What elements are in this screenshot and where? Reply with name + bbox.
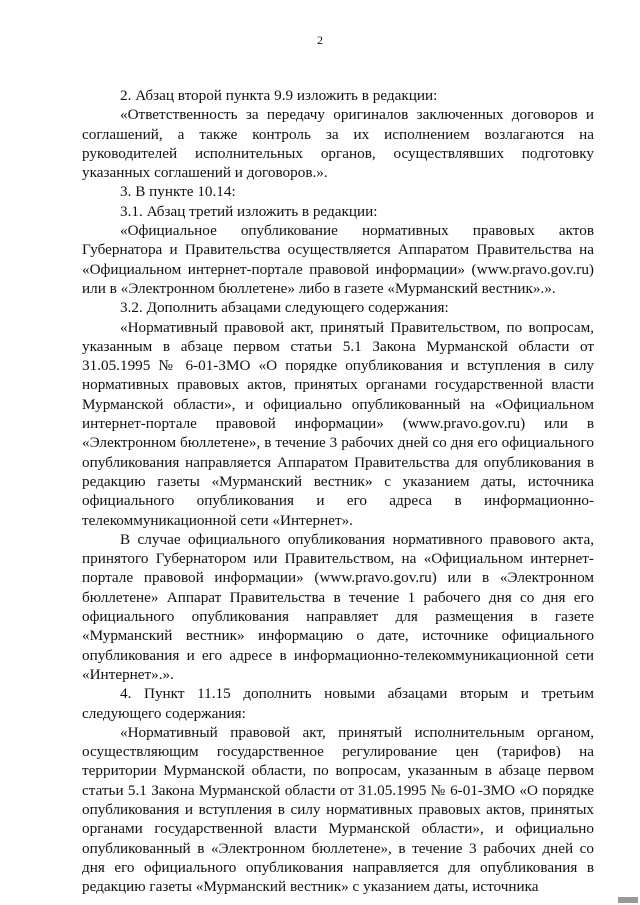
paragraph-3: 3. В пункте 10.14: (120, 183, 236, 201)
paragraph-9: 4. Пункт 11.15 дополнить новыми абзацами вторым и третьим следующего содержания: (82, 685, 594, 722)
paragraph-7: «Нормативный правовой акт, принятый Правительством, по вопросам, указанным в абзаце первом статьи 5.1 Закона Мурманской области от 31.05.1995 № 6-01-ЗМО «О порядке опубликования и вступления в силу нормативных правовых актов, принятых органами государственной власти Мурманской области», и официально опубликованный на «Официальном интернет-портале правовой информации» (www.pravo.gov.ru) или в «Электронном бюллетене», в течение 3 рабочих дней со дня его официального опубликования направляется Аппаратом Правительства для опубликования в редакцию газеты «Мурманский вестник» с указанием даты, источника официального опубликования и его адреса в информационно-телекоммуникационной сети «Интернет». (82, 318, 594, 529)
paragraph-8: В случае официального опубликования нормативного правового акта, принятого Губернатором или Правительством, на «Официальном интернет-портале правовой информации» (www.pravo.gov.ru) или в «Электронном бюллетене» Аппарат Правительства в течение 1 рабочего дня со дня его официального опубликования направляет для размещения в газете «Мурманский вестник» информацию о дате, источнике официального опубликования и его адресе в информационно-телекоммуникационной сети «Интернет».». (82, 530, 594, 683)
page-number: 2 (317, 33, 323, 47)
document-body (82, 86, 594, 896)
paragraph-2: «Ответственность за передачу оригиналов заключенных договоров и соглашений, а также контроль за их исполнением возлагаются на руководителей исполнительных органов, осуществлявших подготовку указанных соглашений и договоров.». (82, 106, 594, 182)
scan-corner-mark (618, 897, 638, 903)
paragraph-6: 3.2. Дополнить абзацами следующего содержания: (120, 299, 449, 317)
paragraph-4: 3.1. Абзац третий изложить в редакции: (120, 202, 378, 220)
paragraph-1: 2. Абзац второй пункта 9.9 изложить в редакции: (120, 87, 438, 104)
paragraph-10: «Нормативный правовой акт, принятый исполнительным органом, осуществляющим государственное регулирование цен (тарифов) на территории Мурманской области, по вопросам, указанным в абзаце первом статьи 5.1 Закона Мурманской области от 31.05.1995 № 6-01-ЗМО «О порядке опубликования и вступления в силу нормативных правовых актов, принятых органами государственной власти Мурманской области», и официально опубликованный в «Электронном бюллетене», в течение 3 рабочих дней со дня его официального опубликования направляется для опубликования в редакцию газеты «Мурманский вестник» с указанием даты, источника (82, 723, 594, 896)
paragraph-5: «Официальное опубликование нормативных правовых актов Губернатора и Правительства осуществляется Аппаратом Правительства на «Официальном интернет-портале правовой информации» (www.pravo.gov.ru) или в «Электронном бюллетене» либо в газете «Мурманский вестник».». (82, 222, 594, 297)
